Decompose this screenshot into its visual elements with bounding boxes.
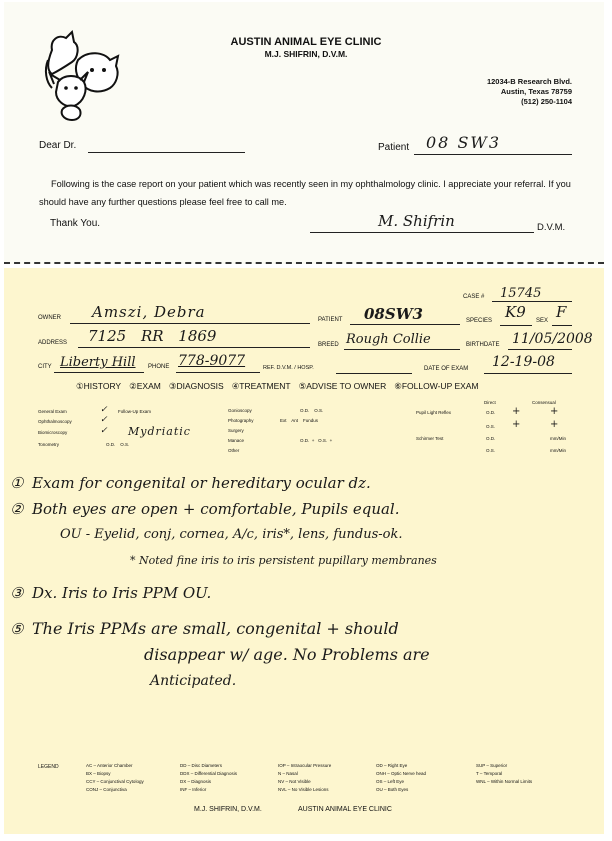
ref-line — [336, 361, 412, 374]
exam-label: Other — [228, 448, 240, 453]
exam-grid-col1 — [38, 405, 218, 450]
form-patient-label: PATIENT — [318, 317, 343, 323]
signature: M. Shifrin — [378, 212, 455, 230]
exam-row — [416, 436, 576, 448]
note-line — [10, 470, 600, 496]
legend-item: NVL – No Visible Lesions — [278, 787, 329, 792]
check-mark: ✓ — [100, 405, 108, 415]
birthdate-value: 11/05/2008 — [512, 331, 593, 347]
legend-item: BX – Biopsy — [86, 771, 111, 776]
address-label: ADDRESS — [38, 340, 68, 346]
note-number: ③ — [10, 584, 24, 602]
consensual-header: Consensual — [532, 400, 556, 405]
breed-label: BREED — [318, 342, 339, 348]
section-diagnosis: ③DIAGNOSIS — [168, 381, 224, 391]
note-text: The Iris PPMs are small, congenital + should — [32, 619, 399, 638]
note-text: OU - Eyelid, conj, cornea, A/c, iris*, lens, fundus-ok. — [60, 527, 403, 542]
reflex-value: + — [550, 419, 559, 430]
legend-item: SUP – Superior — [476, 763, 508, 768]
owner-value: Amszi, Debra — [92, 303, 206, 321]
section-followup: ⑥FOLLOW-UP EXAM — [394, 381, 479, 391]
exam-grid-col2 — [228, 408, 408, 458]
exam-extra: Ext Ant Fundus — [280, 418, 319, 423]
exam-label: Schirmer Test — [416, 436, 444, 441]
note-line — [10, 616, 600, 642]
reflex-value: + — [512, 419, 521, 430]
note-line — [10, 580, 600, 606]
section-history: ①HISTORY — [76, 381, 122, 391]
exam-label: Tonometry — [38, 442, 60, 447]
phone-label: PHONE — [148, 364, 170, 370]
exam-row — [228, 408, 408, 418]
legend-item: DDX – Differential Diagnosis — [180, 771, 237, 776]
legend-item: T – Temporal — [476, 771, 503, 776]
note-number: ⑤ — [10, 620, 24, 638]
unit-label: mm/Min — [550, 448, 566, 453]
birthdate-label: BIRTHDATE — [466, 342, 500, 348]
exam-row — [38, 440, 218, 450]
patient-label: Patient — [378, 142, 410, 153]
legend-item: NV – Not Visible — [278, 779, 311, 784]
note-text: disappear w/ age. No Problems are — [144, 645, 430, 664]
legend-item: DD – Disc Diameters — [180, 763, 223, 768]
legend-col4 — [376, 762, 426, 794]
legend-item: IOP – Intraocular Pressure — [278, 763, 332, 768]
clinic-phone: (512) 250-1104 — [521, 97, 572, 106]
legend-item: INF – Inferior — [180, 787, 207, 792]
legend-item: OD – Right Eye — [376, 763, 408, 768]
legend-item: ONH – Optic Nerve head — [376, 771, 427, 776]
exam-extra: O.D. + O.S. + — [300, 438, 333, 443]
section-treatment: ④TREATMENT — [231, 381, 291, 391]
date-label: DATE OF EXAM — [424, 366, 469, 372]
dear-label: Dear Dr. — [39, 140, 77, 151]
exam-label: Surgery — [228, 428, 244, 433]
breed-value: Rough Collie — [346, 332, 431, 347]
closing: Thank You. — [50, 218, 101, 229]
section-exam: ②EXAM — [129, 381, 161, 391]
exam-extra: Follow-Up Exam — [118, 409, 152, 414]
legend-item: AC – Anterior Chamber — [86, 763, 133, 768]
note-number: ② — [10, 500, 24, 518]
exam-extra: O.D. O.S. — [106, 442, 130, 447]
legend-title: LEGEND — [38, 764, 59, 770]
exam-row — [38, 405, 218, 418]
exam-row — [228, 418, 408, 428]
legend-col2 — [180, 762, 237, 794]
note-text: * Noted fine iris to iris persistent pupillary membranes — [130, 554, 437, 567]
dear-line — [88, 140, 245, 153]
address-line2: Austin, Texas 78759 — [500, 87, 572, 96]
note-line — [10, 548, 600, 574]
ref-label: REF. D.V.M. / HOSP. — [263, 365, 314, 371]
eye-label: O.D. — [486, 436, 496, 441]
species-value: K9 — [505, 303, 526, 321]
clinic-name: AUSTIN ANIMAL EYE CLINIC — [230, 36, 382, 48]
note-line — [10, 642, 600, 668]
sex-label: SEX — [536, 318, 549, 324]
exam-label: Pupil Light Reflex — [416, 410, 452, 415]
legend-item: N – Nasal — [278, 771, 298, 776]
exam-label: Manace — [228, 438, 245, 443]
case-label: CASE # — [463, 294, 485, 300]
unit-label: mm/Min — [550, 436, 566, 441]
legend-col5 — [476, 762, 532, 786]
fold-line — [4, 262, 604, 264]
exam-label: General Exam — [38, 409, 67, 414]
note-line — [10, 496, 600, 522]
owner-label: OWNER — [38, 315, 61, 321]
footer-doctor: M.J. SHIFRIN, D.V.M. — [194, 806, 262, 813]
exam-row — [228, 448, 408, 458]
exam-row — [38, 425, 218, 440]
legend-item: DX – Diagnosis — [180, 779, 212, 784]
exam-extra: O.D. O.S. — [300, 408, 324, 413]
date-value: 12-19-08 — [492, 354, 555, 370]
legend-item: CONJ – Conjunctiva — [86, 787, 127, 792]
legend-col1 — [86, 762, 144, 794]
form-patient-value: 08SW3 — [364, 305, 423, 323]
exam-label: Photography — [228, 418, 254, 423]
exam-label: Biomicroscopy — [38, 430, 68, 435]
exam-row — [228, 438, 408, 448]
note-text: Dx. Iris to Iris PPM OU. — [32, 584, 212, 602]
exam-row — [416, 448, 576, 460]
dvm-label: D.V.M. — [537, 222, 566, 233]
eye-label: O.S. — [486, 424, 496, 429]
species-label: SPECIES — [466, 318, 493, 324]
address-line1: 12034-B Research Blvd. — [486, 77, 572, 86]
reflex-value: + — [550, 406, 559, 417]
note-number: ① — [10, 474, 24, 492]
eye-label: O.D. — [486, 410, 496, 415]
check-mark: ✓ — [100, 415, 108, 425]
exam-row — [228, 428, 408, 438]
city-label: CITY — [38, 364, 52, 370]
legend-item: WNL – Within Normal Limits — [476, 779, 533, 784]
notes-area — [10, 470, 600, 694]
exam-label: Gonioscopy — [228, 408, 252, 413]
legend-item: CCY – Conjunctival Cytology — [86, 779, 144, 784]
clinic-address — [432, 77, 572, 107]
city-value: Liberty Hill — [60, 355, 136, 370]
note-line — [10, 522, 600, 548]
legend-item: OS – Left Eye — [376, 779, 405, 784]
exam-row — [416, 419, 576, 436]
letter-body: Following is the case report on your patient which was recently seen in my ophthalmology clinic. I appreciate your referral. If you should have any further questions please feel free to call me. — [39, 179, 571, 207]
address-value: 7125 RR 1869 — [88, 327, 217, 345]
patient-value: 08 SW3 — [426, 133, 502, 152]
mydriatic-note: Mydriatic — [128, 425, 191, 438]
exam-label: Ophthalmoscopy — [38, 419, 72, 424]
doctor-name: M.J. SHIFRIN, D.V.M. — [264, 49, 348, 59]
footer-clinic: AUSTIN ANIMAL EYE CLINIC — [298, 806, 392, 813]
check-mark: ✓ — [100, 426, 108, 436]
section-advise: ⑤ADVISE TO OWNER — [298, 381, 387, 391]
legend-item: OU – Both Eyes — [376, 787, 409, 792]
eye-label: O.S. — [486, 448, 496, 453]
section-headers — [76, 381, 479, 392]
note-text: Exam for congenital or hereditary ocular dz. — [32, 474, 371, 492]
case-value: 15745 — [500, 286, 542, 301]
note-line — [10, 668, 600, 694]
direct-header: Direct — [484, 400, 496, 405]
exam-grid-col3 — [416, 406, 576, 460]
reflex-value: + — [512, 406, 521, 417]
sex-value: F — [556, 303, 567, 321]
legend-col3 — [278, 762, 331, 794]
note-text: Both eyes are open + comfortable, Pupils equal. — [32, 500, 400, 518]
phone-value: 778-9077 — [178, 353, 246, 369]
note-text: Anticipated. — [150, 673, 237, 689]
